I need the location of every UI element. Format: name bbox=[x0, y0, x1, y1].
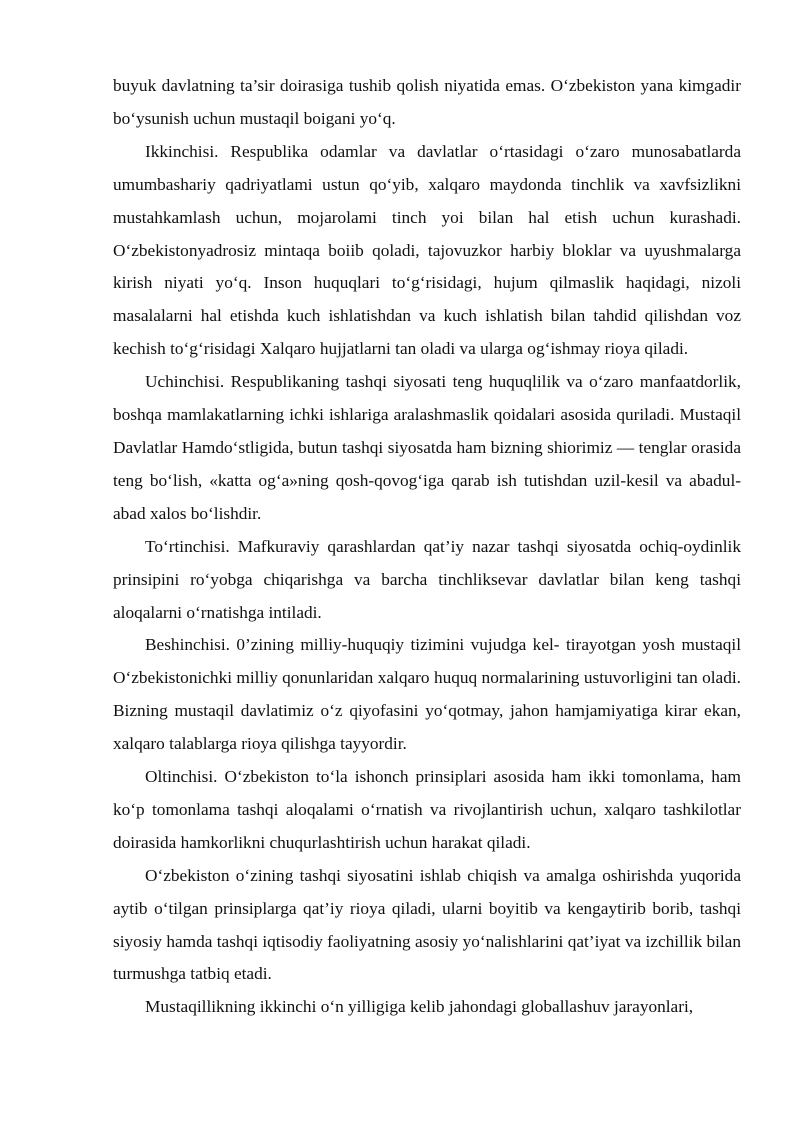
paragraph-globalization: Mustaqillikning ikkinchi o‘n yilligiga kelib jahondagi globallashuv jarayonlari, bbox=[145, 997, 694, 1017]
paragraph-fourth-principle: To‘rtinchisi. Mafkuraviy qarashlardan qat’iy nazar tashqi siyosatda ochiq-oydinlik prinsipini ro‘yobga chiqarishga va barcha tinchliksevar davlatlar bilan keng tashqi aloqalarni o‘rnatishga intiladi. bbox=[113, 536, 741, 622]
document-page bbox=[113, 70, 741, 1024]
paragraph-principles-summary: O‘zbekiston o‘zining tashqi siyosatini ishlab chiqish va amalga oshirishda yuqorida aytib o‘tilgan prinsiplarga qat’iy rioya qiladi, ularni boyitib va kengaytirib borib, tashqi siyosiy hamda tashqi iqtisodiy faoliyatning asosiy yo‘nalishlarini qat’iyat va izchillik bilan turmushga tatbiq etadi. bbox=[113, 865, 741, 984]
paragraph-sixth-principle: Oltinchisi. O‘zbekiston to‘la ishonch prinsiplari asosida ham ikki tomonlama, ham ko‘p tomonlama tashqi aloqalami o‘rnatish va rivojlantirish uchun, xalqaro tashkilotlar doirasida hamkorlikni chuqurlashtirish uchun harakat qiladi. bbox=[113, 767, 741, 852]
paragraph-second-principle: Ikkinchisi. Respublika odamlar va davlatlar o‘rtasidagi o‘zaro munosabatlarda umumbashariy qadriyatlami ustun qo‘yib, xalqaro maydonda tinchlik va xavfsizlikni mustahkamlash uchun, mojarolami tinch yoi bilan hal etish uchun kurashadi. O‘zbekistonyadrosiz mintaqa boiib qoladi, tajovuzkor harbiy bloklar va uyushmalarga kirish niyati yo‘q. Inson huquqlari to‘g‘risidagi, hujum qilmaslik haqidagi, nizoli masalalarni hal etishda kuch ishlatishdan va kuch ishlatish bilan tahdid qilishdan voz kechish to‘g‘risidagi Xalqaro hujjatlarni tan oladi va ularga og‘ishmay rioya qiladi. bbox=[113, 141, 741, 359]
paragraph-fifth-principle: Beshinchisi. 0’zining milliy-huquqiy tizimini vujudga kel- tirayotgan yosh mustaqil O‘zbekistonichki milliy qonunlaridan xalqaro huquq normalarining ustuvorligini tan oladi. Bizning mustaqil davlatimiz o‘z qiyofasini yo‘qotmay, jahon hamjamiyatiga kirar ekan, xalqaro talablarga rioya qilishga tayyordir. bbox=[113, 635, 741, 754]
paragraph-third-principle: Uchinchisi. Respublikaning tashqi siyosati teng huquqlilik va o‘zaro manfaatdorlik, boshqa mamlakatlarning ichki ishlariga aralashmaslik qoidalari asosida quriladi. Mustaqil Davlatlar Hamdo‘stligida, butun tashqi siyosatda ham bizning shiorimiz — tenglar orasida teng bo‘lish, «katta og‘a»ning qosh-qovog‘iga qarab ish tutishdan uzil-kesil va abadul-abad xalos bo‘lishdir. bbox=[113, 372, 741, 523]
paragraph-continuation: buyuk davlatning ta’sir doirasiga tushib qolish niyatida emas. O‘zbekiston yana kimgadir bo‘ysunish uchun mustaqil boigani yo‘q. bbox=[113, 76, 741, 128]
